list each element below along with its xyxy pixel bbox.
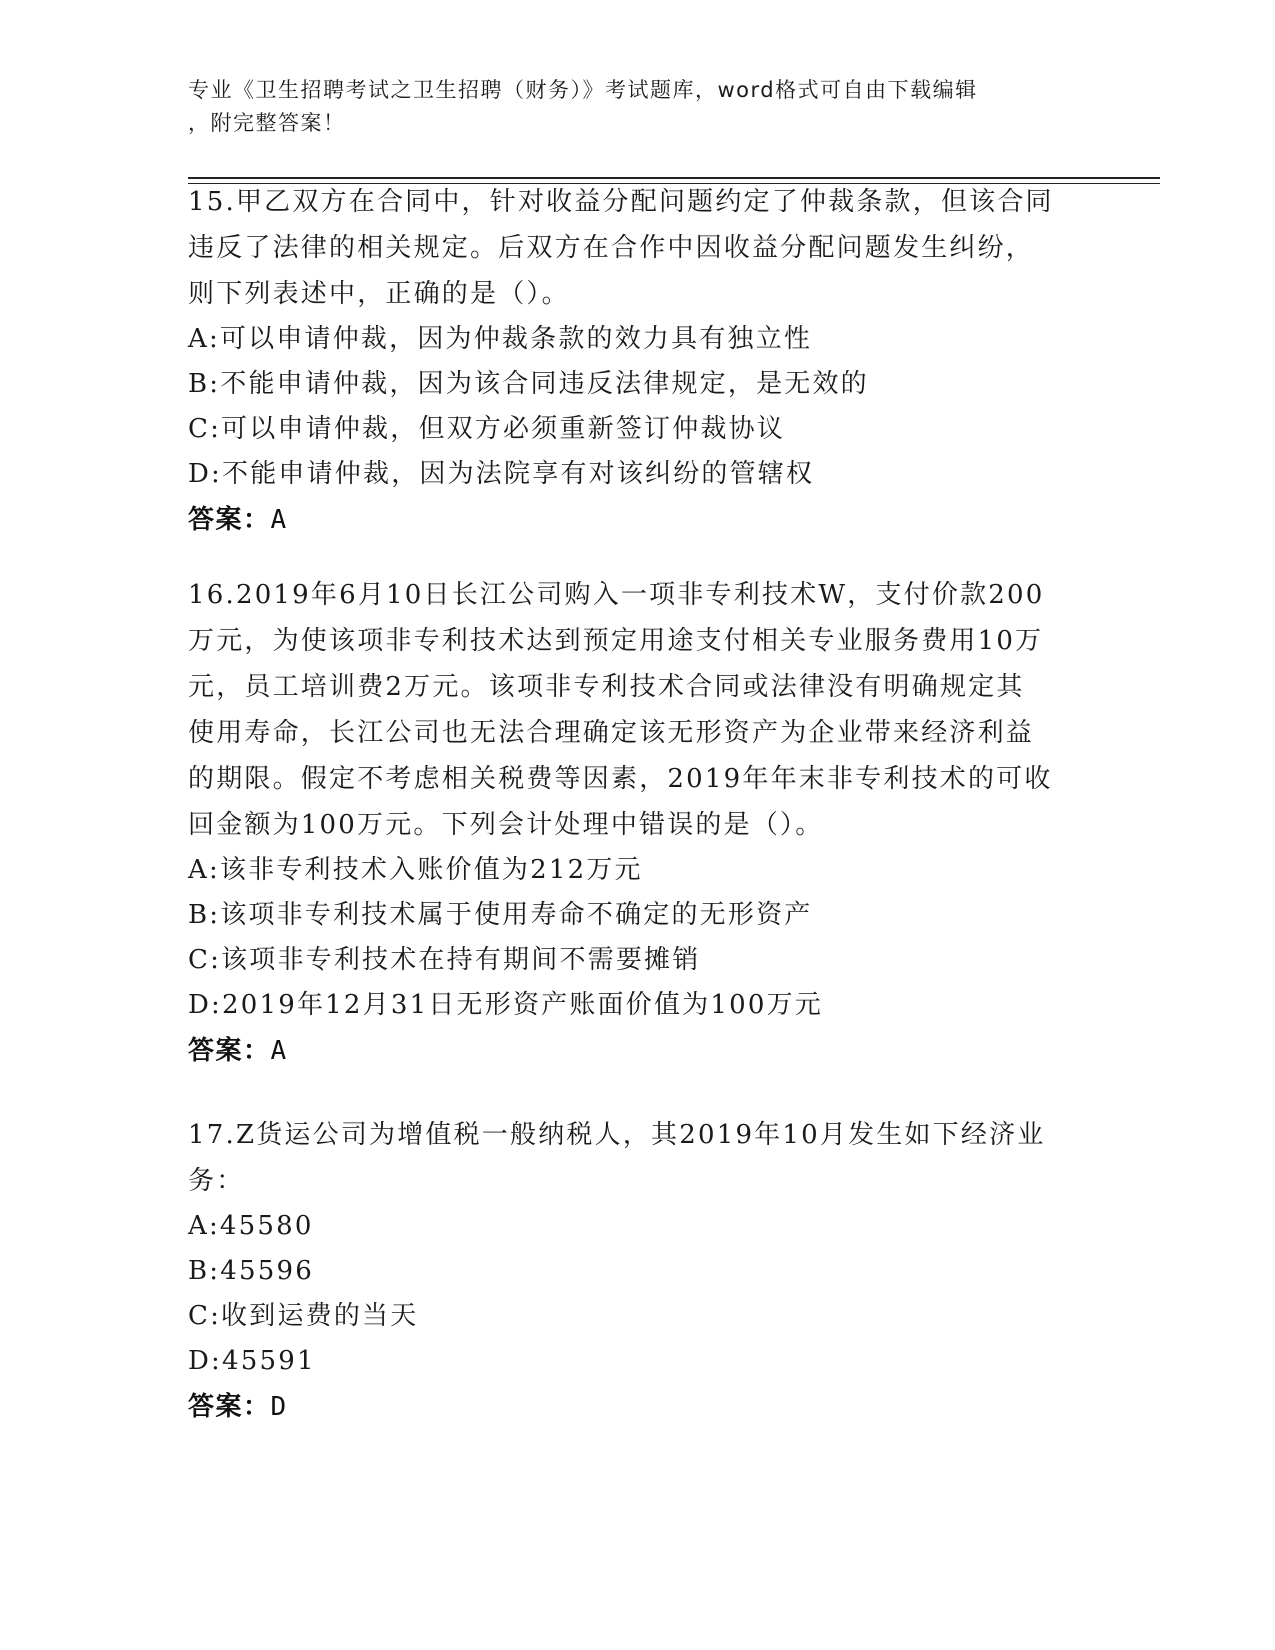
header-line-2: ，附完整答案！ bbox=[188, 111, 346, 135]
option-d: D:不能申请仲裁，因为法院享有对该纠纷的管辖权 bbox=[188, 459, 815, 489]
option-c: C:收到运费的当天 bbox=[188, 1301, 419, 1331]
question-stem-line: 违反了法律的相关规定。后双方在合作中因收益分配问题发生纠纷， bbox=[188, 233, 1035, 263]
answer-value: A bbox=[270, 505, 288, 535]
question-17 bbox=[188, 1112, 1088, 1430]
question-stem-line: 17.Z货运公司为增值税一般纳税人，其2019年10月发生如下经济业 bbox=[188, 1120, 1046, 1150]
document-header bbox=[188, 74, 1068, 140]
option-c: C:可以申请仲裁，但双方必须重新签订仲裁协议 bbox=[188, 414, 786, 444]
answer-label: 答案： bbox=[188, 1392, 271, 1422]
option-c: C:该项非专利技术在持有期间不需要摊销 bbox=[188, 945, 701, 975]
question-stem-line: 则下列表述中，正确的是（）。 bbox=[188, 279, 570, 309]
answer-line bbox=[188, 497, 1088, 543]
option-a: A:45580 bbox=[188, 1211, 314, 1241]
option-b: B:不能申请仲裁，因为该合同违反法律规定，是无效的 bbox=[188, 369, 869, 399]
option-a: A:可以申请仲裁，因为仲裁条款的效力具有独立性 bbox=[188, 324, 813, 354]
question-stem-line: 使用寿命，长江公司也无法合理确定该无形资产为企业带来经济利益 bbox=[188, 718, 1035, 748]
option-a: A:该非专利技术入账价值为212万元 bbox=[188, 855, 643, 885]
question-stem-line: 16.2019年6月10日长江公司购入一项非专利技术W，支付价款200 bbox=[188, 580, 1045, 610]
answer-label: 答案： bbox=[188, 505, 271, 535]
question-stem-line: 的期限。假定不考虑相关税费等因素，2019年年末非专利技术的可收 bbox=[188, 764, 1053, 794]
option-b: B:该项非专利技术属于使用寿命不确定的无形资产 bbox=[188, 900, 813, 930]
question-stem-line: 回金额为100万元。下列会计处理中错误的是（）。 bbox=[188, 810, 824, 840]
question-stem-line: 务： bbox=[188, 1166, 245, 1196]
question-16 bbox=[188, 572, 1088, 1074]
question-15 bbox=[188, 179, 1088, 543]
question-stem-line: 万元，为使该项非专利技术达到预定用途支付相关专业服务费用10万 bbox=[188, 626, 1044, 656]
option-d: D:2019年12月31日无形资产账面价值为100万元 bbox=[188, 990, 823, 1020]
answer-value: A bbox=[270, 1036, 288, 1066]
answer-line bbox=[188, 1384, 1088, 1430]
option-d: D:45591 bbox=[188, 1346, 316, 1376]
question-stem-line: 元，员工培训费2万元。该项非专利技术合同或法律没有明确规定其 bbox=[188, 672, 1025, 702]
answer-line bbox=[188, 1028, 1088, 1074]
answer-value: D bbox=[270, 1392, 288, 1422]
question-stem-line: 15.甲乙双方在合同中，针对收益分配问题约定了仲裁条款，但该合同 bbox=[188, 187, 1054, 217]
option-b: B:45596 bbox=[188, 1256, 314, 1286]
answer-label: 答案： bbox=[188, 1036, 271, 1066]
header-line-1: 专业《卫生招聘考试之卫生招聘（财务）》考试题库，word格式可自由下载编辑 bbox=[188, 78, 978, 102]
